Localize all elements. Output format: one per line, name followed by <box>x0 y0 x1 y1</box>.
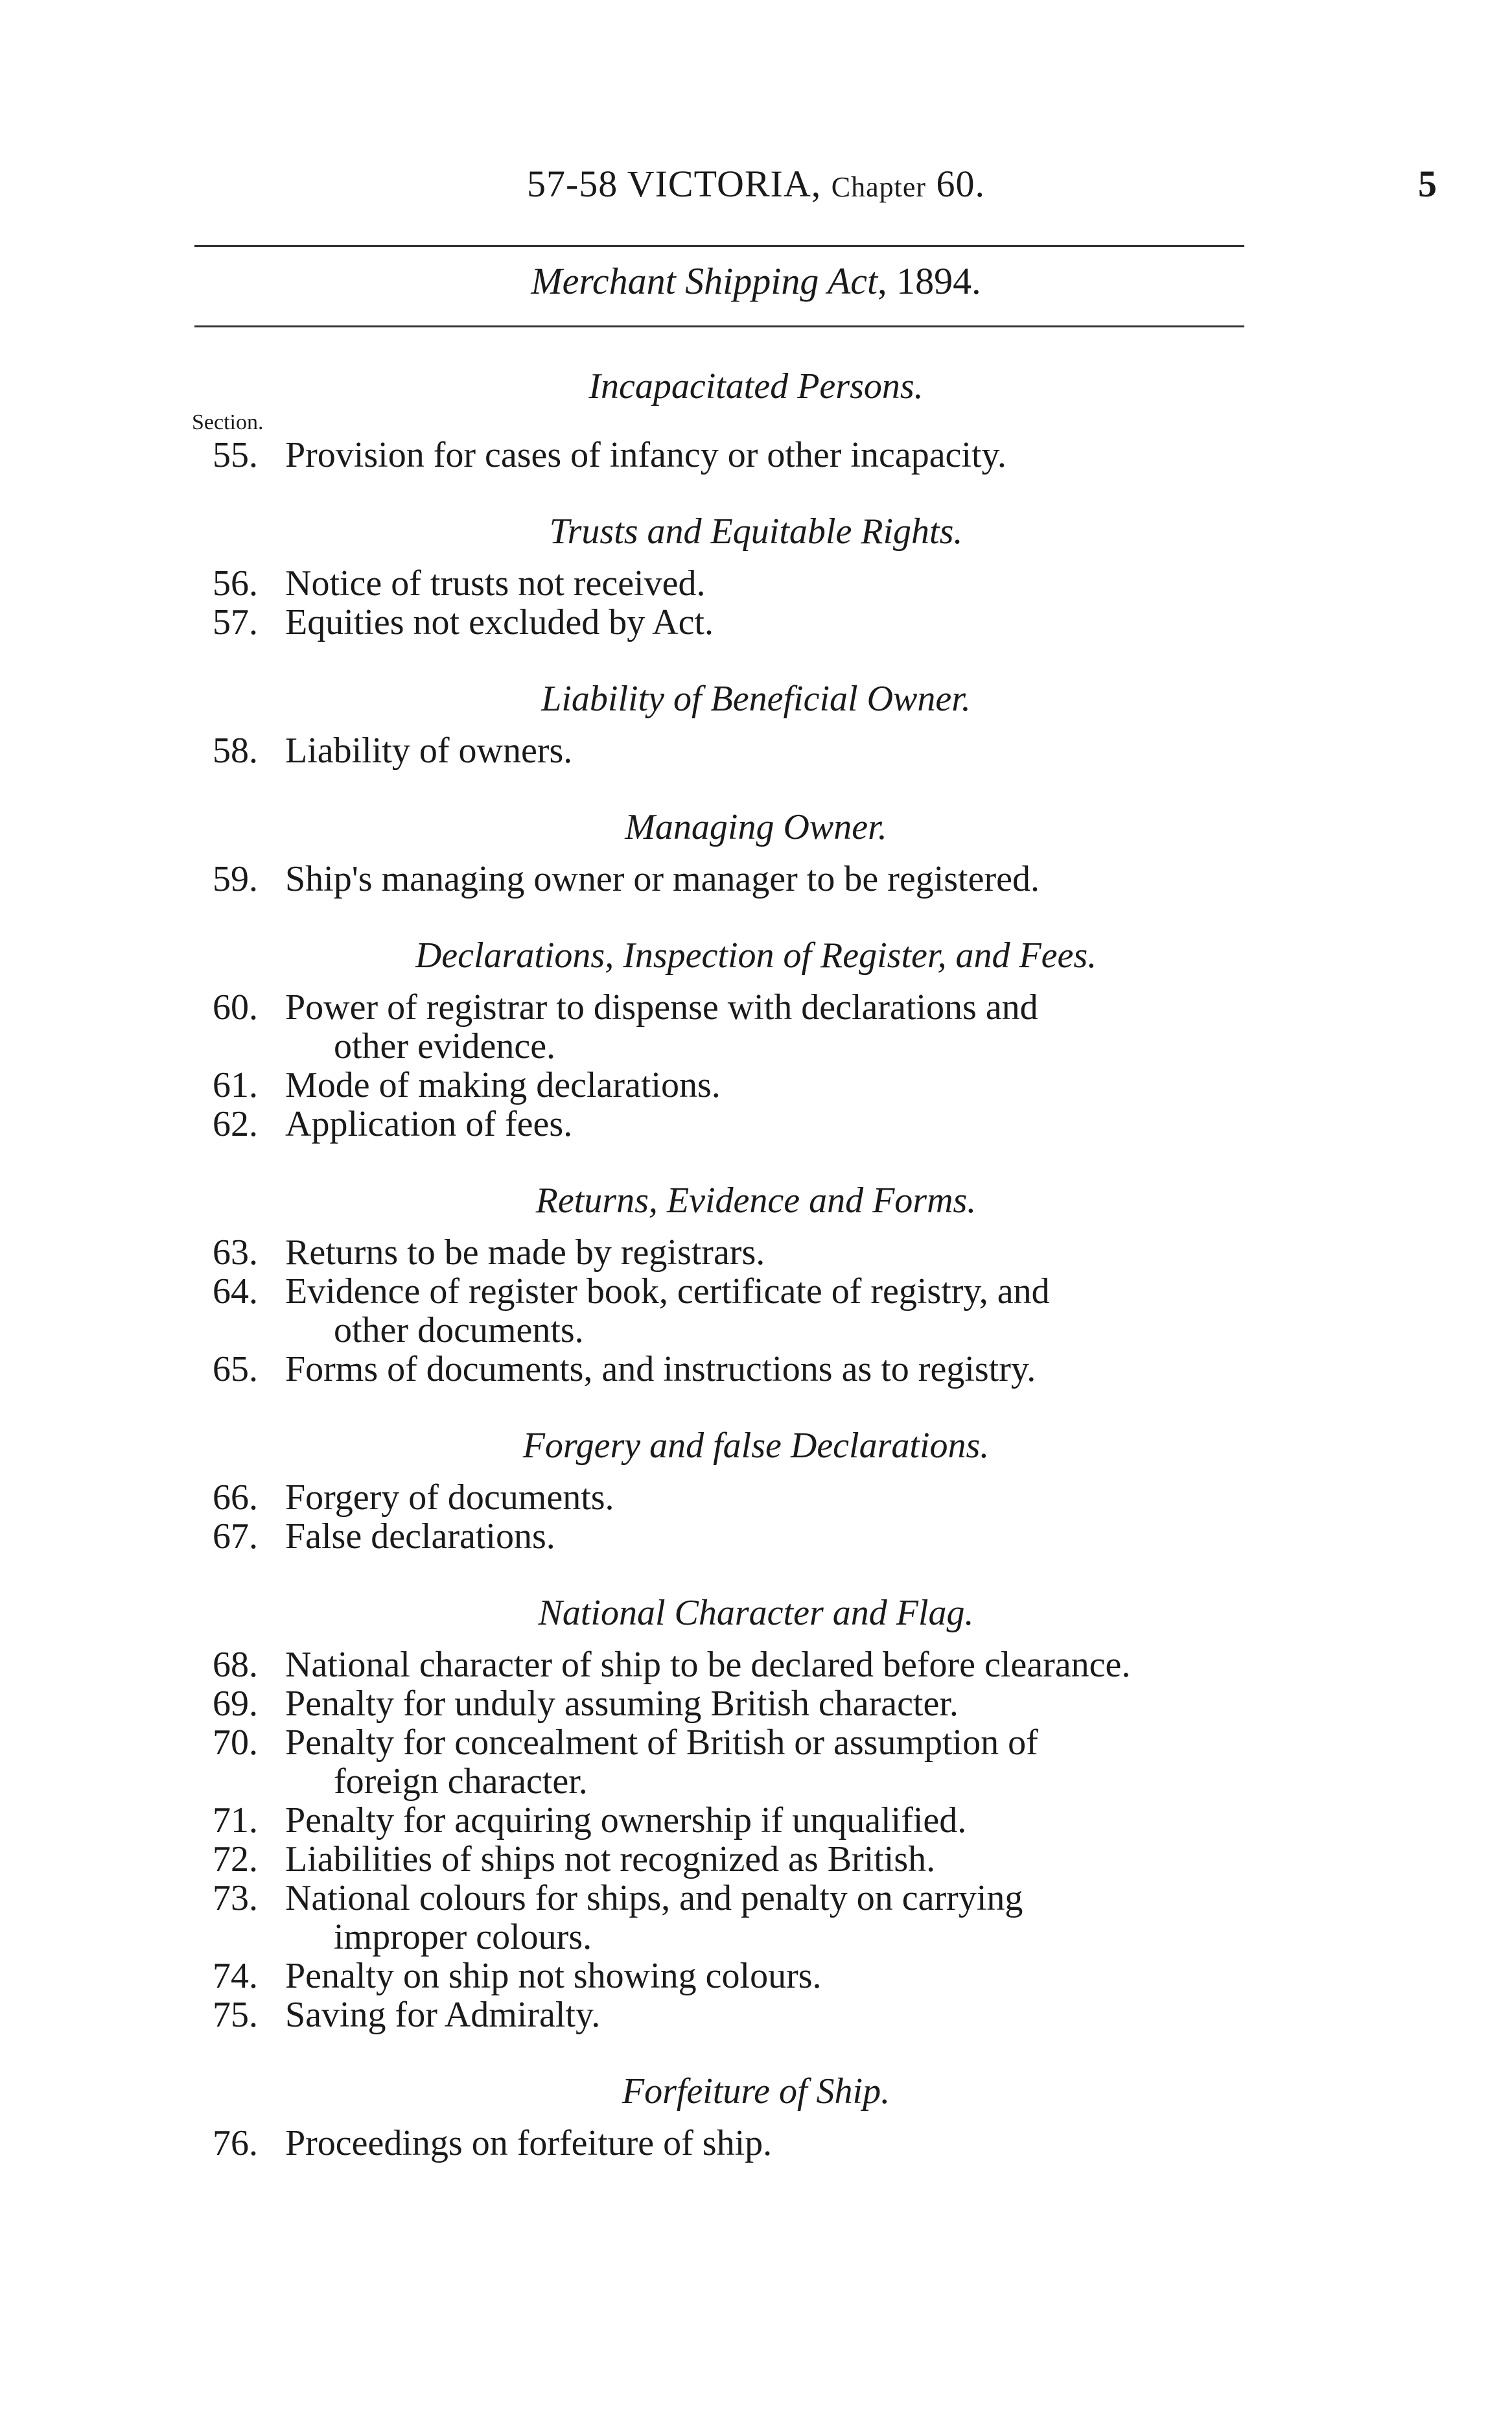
section-entry <box>0 603 1257 642</box>
section-text-continuation: foreign character. <box>334 1761 588 1802</box>
section-number: 70. <box>213 1722 258 1763</box>
section-text: Penalty for acquiring ownership if unqualified. <box>285 1800 967 1840</box>
section-entry <box>0 564 1257 603</box>
section-text: Mode of making declarations. <box>285 1065 721 1105</box>
section-entry <box>0 1233 1257 1272</box>
section-entry <box>0 1684 1257 1723</box>
section-number: 57. <box>213 602 258 642</box>
section-group <box>0 2068 1512 2163</box>
section-text: National colours for ships, and penalty on carrying <box>285 1878 1023 1918</box>
section-text: Liabilities of ships not recognized as British. <box>285 1839 936 1879</box>
section-entry <box>0 2124 1257 2163</box>
section-number: 58. <box>213 731 258 771</box>
section-text-continuation: improper colours. <box>334 1917 592 1957</box>
section-text: Evidence of register book, certificate of registry, and <box>285 1271 1050 1311</box>
section-entry <box>0 1723 1257 1801</box>
contents-list <box>0 363 1512 2196</box>
section-text: Ship's managing owner or manager to be registered. <box>285 859 1040 899</box>
section-number: 69. <box>213 1684 258 1724</box>
section-text: Saving for Admiralty. <box>285 1995 601 2035</box>
section-text: Forms of documents, and instructions as to registry. <box>285 1349 1036 1389</box>
group-heading: Declarations, Inspection of Register, and Fees. <box>415 935 1097 976</box>
section-number: 75. <box>213 1995 258 2035</box>
section-number: 63. <box>213 1232 258 1273</box>
section-text-continuation: other evidence. <box>334 1026 556 1066</box>
section-entry <box>0 1995 1257 2034</box>
section-entry <box>0 1105 1257 1144</box>
section-entry <box>0 1801 1257 1840</box>
section-text: Forgery of documents. <box>285 1477 614 1518</box>
section-entry <box>0 988 1257 1066</box>
section-group <box>0 1590 1512 2034</box>
act-title <box>0 259 1512 303</box>
section-number: 55. <box>213 435 258 475</box>
section-text: Provision for cases of infancy or other incapacity. <box>285 435 1006 475</box>
section-entry <box>0 436 1257 475</box>
section-group <box>0 676 1512 770</box>
section-number: 71. <box>213 1800 258 1840</box>
section-number: 67. <box>213 1516 258 1557</box>
section-number: 59. <box>213 859 258 899</box>
act-title-year: , 1894. <box>878 260 981 302</box>
section-number: 68. <box>213 1645 258 1685</box>
group-heading: Returns, Evidence and Forms. <box>535 1181 977 1221</box>
section-label: Section. <box>192 410 264 434</box>
section-text: Notice of trusts not received. <box>285 563 706 604</box>
group-heading: Forfeiture of Ship. <box>622 2071 890 2111</box>
section-text: Penalty for concealment of British or assumption of <box>285 1722 1038 1763</box>
section-number: 61. <box>213 1065 258 1105</box>
section-number: 76. <box>213 2123 258 2163</box>
section-number: 62. <box>213 1104 258 1144</box>
group-heading: Forgery and false Declarations. <box>522 1426 990 1466</box>
section-group <box>0 1177 1512 1389</box>
section-text: Penalty for unduly assuming British character. <box>285 1684 959 1724</box>
section-number: 72. <box>213 1839 258 1879</box>
running-head-title: 57-58 VICTORIA, <box>526 163 822 205</box>
section-entry <box>0 1645 1257 1684</box>
section-group <box>0 508 1512 642</box>
group-heading: Trusts and Equitable Rights. <box>549 511 963 552</box>
section-group <box>0 932 1512 1144</box>
group-heading: Managing Owner. <box>625 807 887 847</box>
group-heading: Liability of Beneficial Owner. <box>541 679 971 719</box>
section-text: National character of ship to be declared before clearance. <box>285 1645 1131 1685</box>
section-text: Application of fees. <box>285 1104 573 1144</box>
bottom-rule <box>194 325 1244 327</box>
section-entry <box>0 860 1257 899</box>
section-number: 74. <box>213 1956 258 1996</box>
section-entry <box>0 1478 1257 1517</box>
section-text: Penalty on ship not showing colours. <box>285 1956 822 1996</box>
group-heading: National Character and Flag. <box>538 1593 974 1633</box>
section-entry <box>0 1879 1257 1957</box>
running-head-chapter-number: 60. <box>936 163 986 205</box>
section-entry <box>0 1517 1257 1556</box>
section-entry <box>0 1272 1257 1350</box>
section-entry <box>0 1350 1257 1389</box>
page-number: 5 <box>1418 163 1437 205</box>
section-number: 56. <box>213 563 258 604</box>
section-text-continuation: other documents. <box>334 1310 584 1350</box>
section-text: Proceedings on forfeiture of ship. <box>285 2123 773 2163</box>
section-group <box>0 363 1512 475</box>
act-title-name: Merchant Shipping Act <box>531 260 878 302</box>
top-rule <box>194 245 1244 247</box>
section-entry <box>0 1066 1257 1105</box>
section-number: 73. <box>213 1878 258 1918</box>
section-text: Power of registrar to dispense with declarations and <box>285 987 1038 1028</box>
running-head-chapter: Chapter <box>831 171 927 203</box>
section-entry <box>0 1840 1257 1879</box>
section-text: False declarations. <box>285 1516 555 1557</box>
group-heading: Incapacitated Persons. <box>588 366 924 406</box>
section-entry <box>0 1957 1257 1995</box>
section-entry <box>0 731 1257 770</box>
section-number: 65. <box>213 1349 258 1389</box>
section-group <box>0 804 1512 899</box>
section-text: Liability of owners. <box>285 731 573 771</box>
section-group <box>0 1422 1512 1556</box>
section-number: 60. <box>213 987 258 1028</box>
running-head <box>0 162 1512 206</box>
section-text: Returns to be made by registrars. <box>285 1232 765 1273</box>
section-text: Equities not excluded by Act. <box>285 602 714 642</box>
section-number: 64. <box>213 1271 258 1311</box>
section-number: 66. <box>213 1477 258 1518</box>
